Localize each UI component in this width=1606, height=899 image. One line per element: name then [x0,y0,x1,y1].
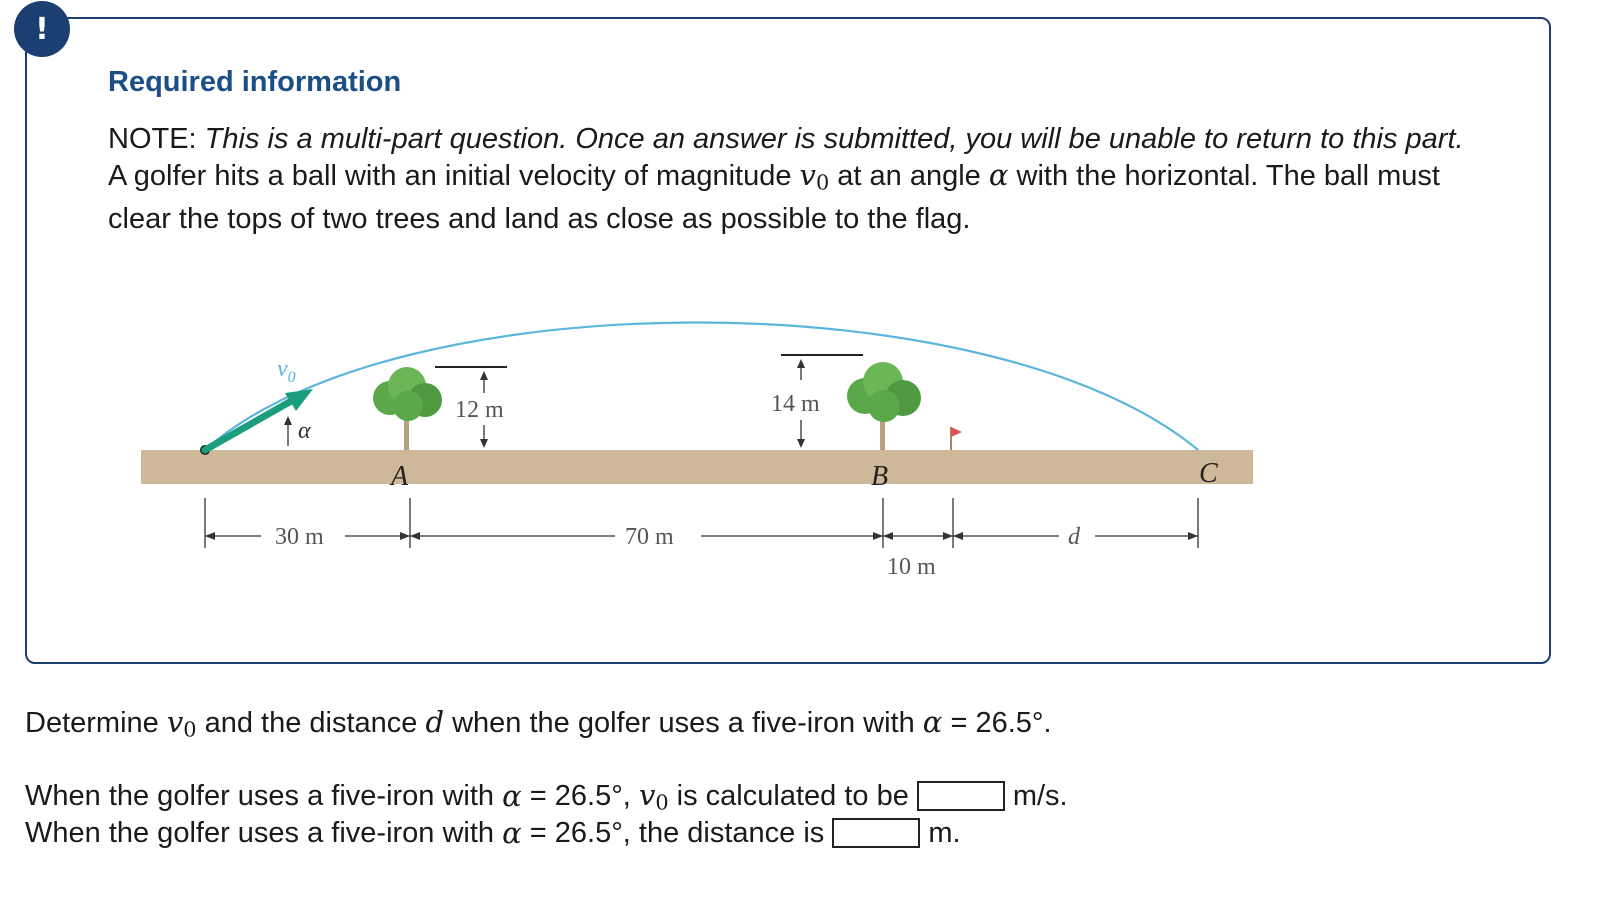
golf-diagram [135,320,1265,590]
v0-symbol: $v_0$ [166,705,197,742]
d-symbol: d [425,705,445,739]
v0-symbol: $v_0$ [638,778,669,815]
tree-b [847,362,921,450]
distance-dimensions [205,498,1198,548]
unit-label: m/s. [1012,779,1068,812]
question-text: Determine $v_0$ and the distance d when the golfer uses a five-iron with α = 26.5°. [25,705,1052,742]
height-a-label: 12 m [455,397,504,423]
distance-30m-label: 30 m [275,524,324,550]
v0-label: $v_0$ [277,356,296,386]
alpha-symbol: α [922,705,943,739]
flag [951,427,962,450]
problem-text-mid: at an angle [829,160,989,192]
distance-answer-input[interactable] [832,818,920,848]
v0-symbol: $v_0$ [799,158,830,195]
answer-row-distance: When the golfer uses a five-iron with α = 26.5°, the distance is m. [25,816,961,850]
unit-label: m. [928,816,961,849]
note-prefix: NOTE: [108,123,205,155]
ground [141,450,1253,484]
height-b-label: 14 m [771,391,820,417]
alpha-symbol: α [502,779,522,814]
note-italic: This is a multi-part question. Once an answer is submitted, you will be unable to return to this part. [204,123,1464,155]
point-b-label: B [871,461,889,492]
alpha-label: α [298,418,311,444]
velocity-arrow [205,389,313,450]
point-a-label: A [391,461,409,492]
alpha-symbol: α [502,816,522,850]
note-paragraph [108,121,1508,237]
exclamation-icon: ! [14,1,70,57]
alpha-arrow [284,416,292,446]
tree-a [373,367,442,450]
problem-text-pre: A golfer hits a ball with an initial velocity of magnitude [108,160,800,192]
alpha-symbol: α [988,158,1009,192]
distance-d-label: d [1068,524,1080,550]
distance-10m-label: 10 m [887,554,936,580]
v0-answer-input[interactable] [917,781,1005,811]
distance-70m-label: 70 m [625,524,674,550]
problem-text-post: with the horizontal. The ball must clear the tops of two trees and land as close as possible to the flag. [108,160,1440,235]
answer-row-v0: When the golfer uses a five-iron with α = 26.5°, $v_0$ is calculated to be m/s. [25,778,1068,815]
point-c-label: C [1199,458,1218,489]
panel-title: Required information [108,66,402,98]
trajectory-curve [205,323,1198,451]
